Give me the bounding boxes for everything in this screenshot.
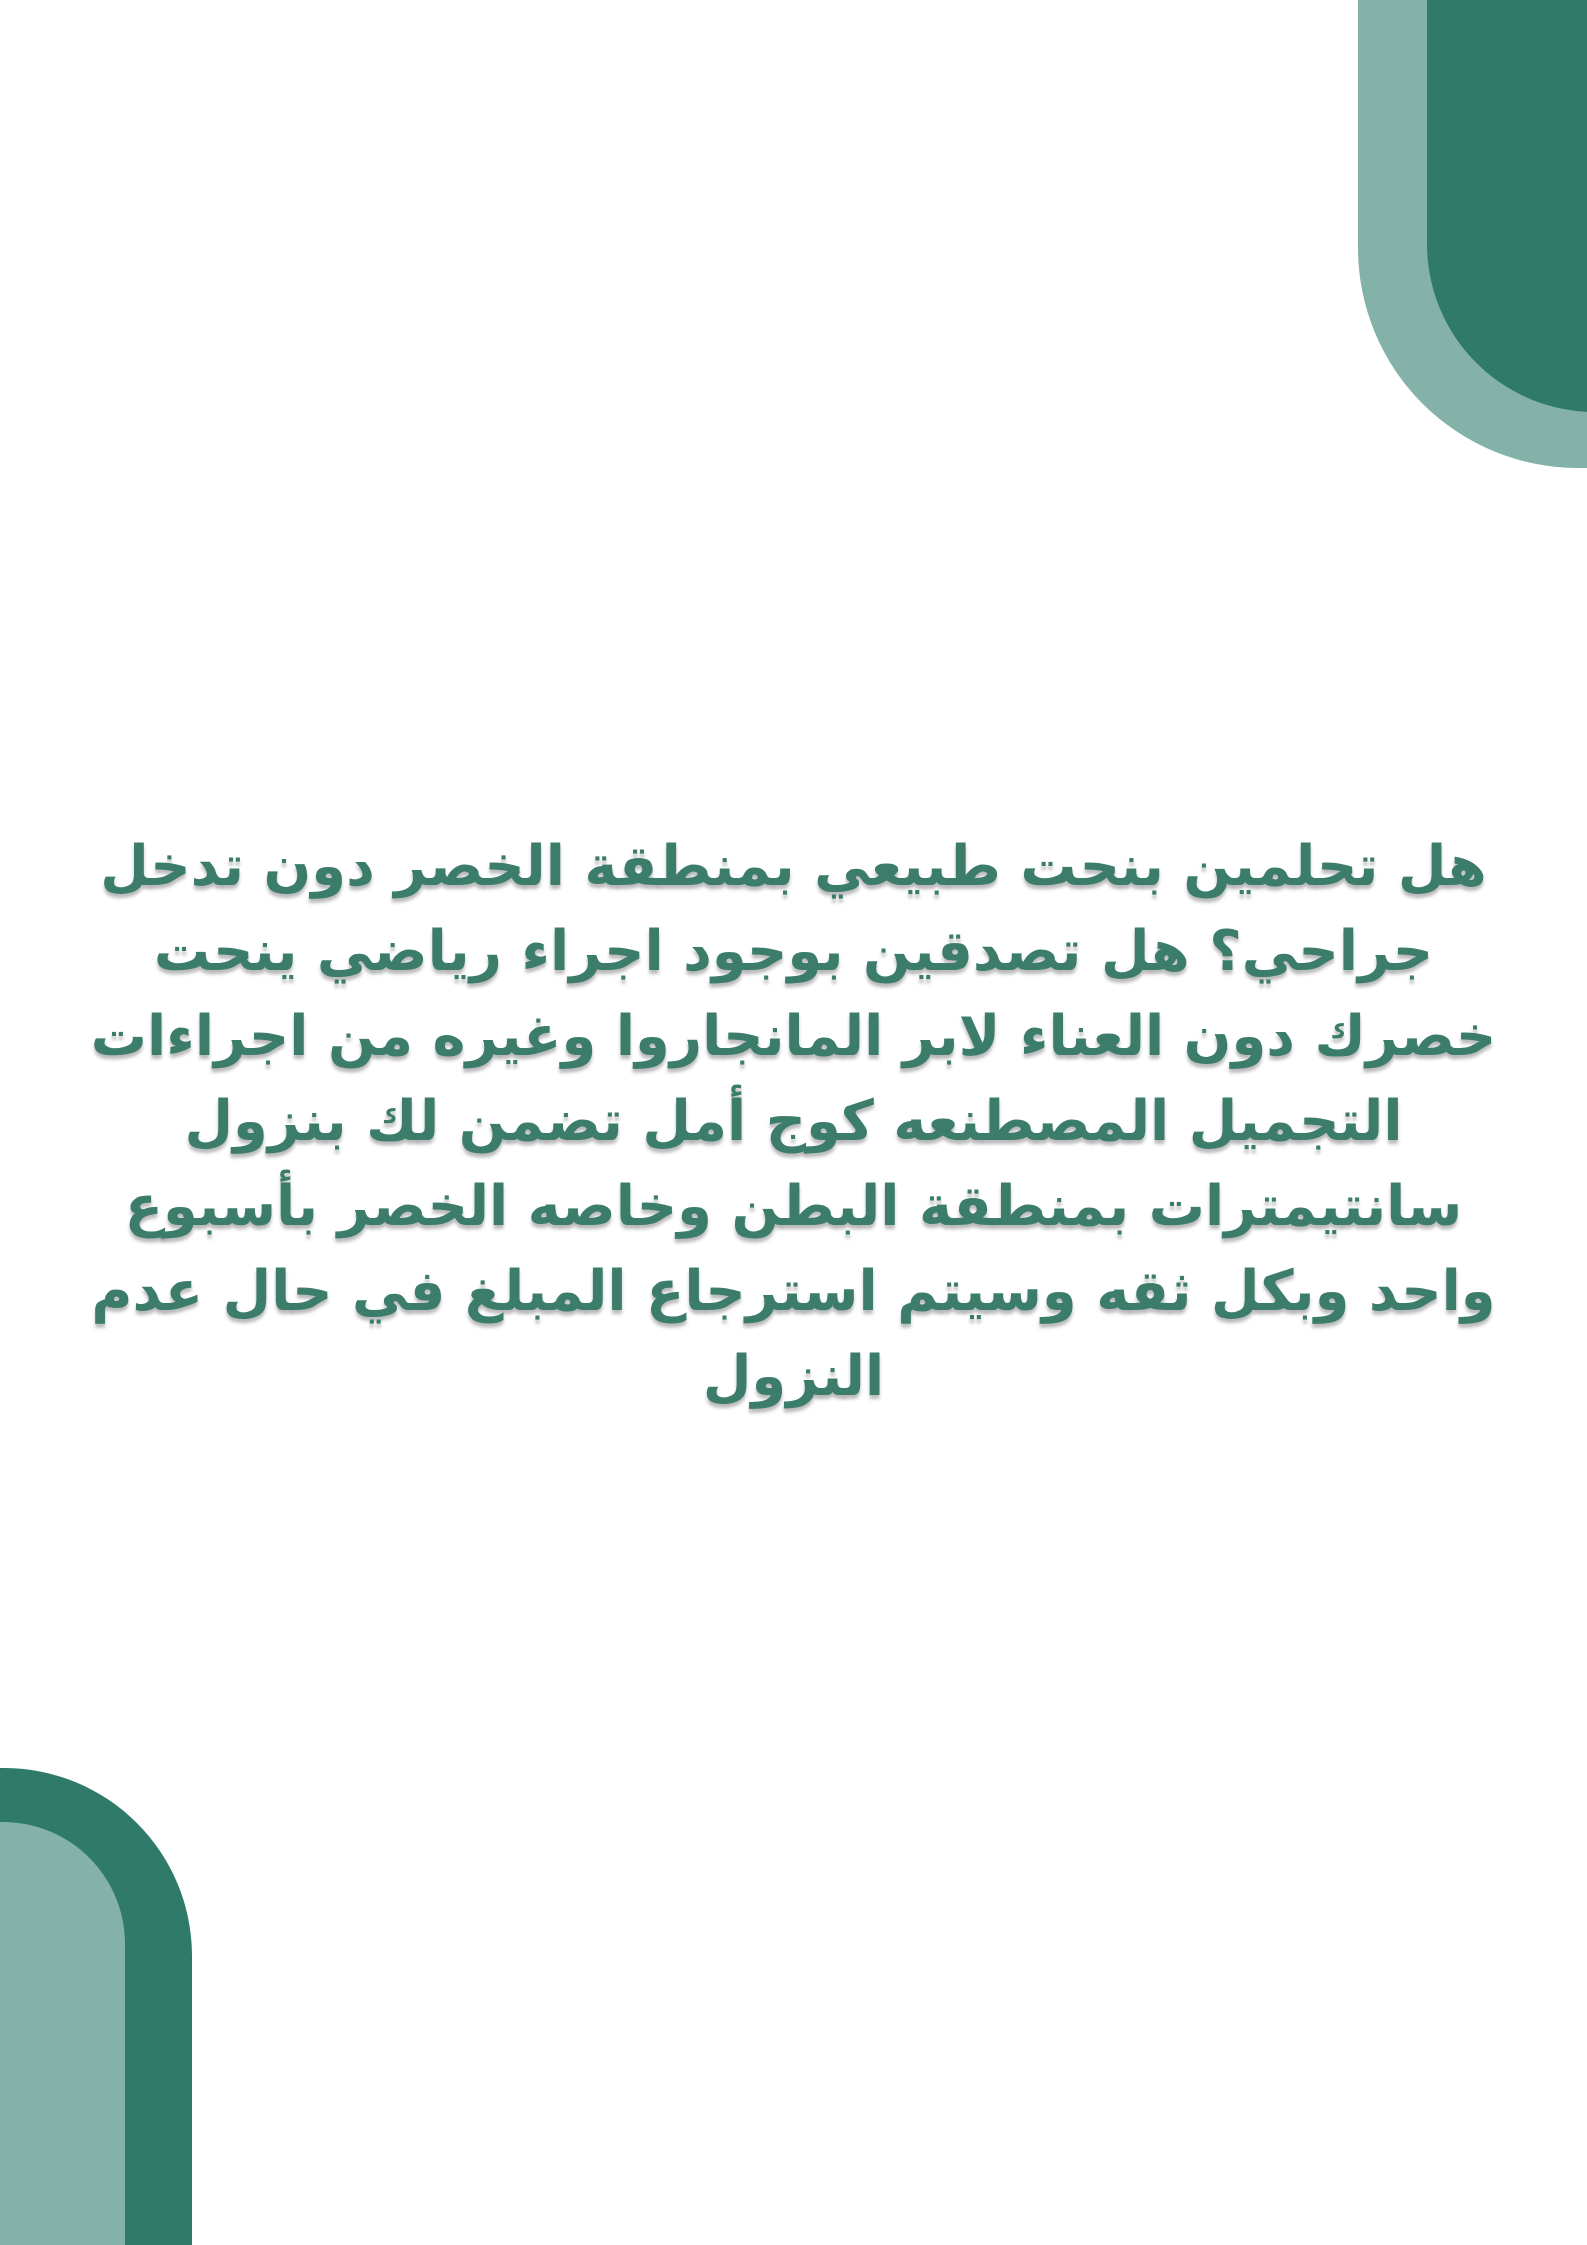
text-line: هل تحلمين بنحت طبيعي بمنطقة الخصر دون تدخل (100, 834, 1487, 899)
main-text-block (0, 824, 1587, 1419)
text-line: جراحي؟ هل تصدقين بوجود اجراء رياضي ينحت (153, 919, 1434, 984)
text-line: النزول (702, 1344, 885, 1409)
text-line: واحد وبكل ثقه وسيتم استرجاع المبلغ في حال عدم (91, 1259, 1496, 1324)
text-line: سانتيمترات بمنطقة البطن وخاصه الخصر بأسبوع (124, 1174, 1463, 1239)
text-line: خصرك دون العناء لابر المانجاروا وغيره من اجراءات (90, 1004, 1497, 1069)
bottom-left-corner-inner-shape (0, 1822, 125, 2245)
text-line: التجميل المصطنعه كوج أمل تضمن لك بنزول (184, 1089, 1403, 1154)
